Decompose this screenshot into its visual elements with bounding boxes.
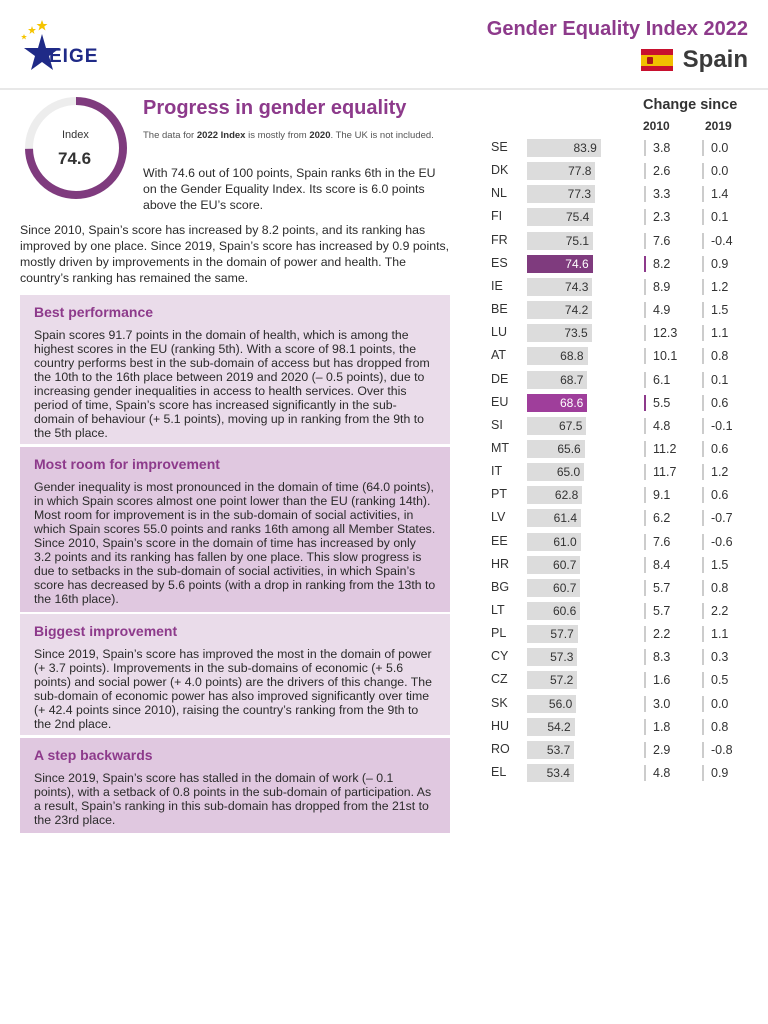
change-since-2019: 0.0 (702, 140, 728, 156)
change-since-2010: 6.2 (644, 510, 670, 526)
change-since-2010: 5.7 (644, 580, 670, 596)
score-value: 53.4 (546, 766, 570, 781)
country-code: DE (491, 371, 509, 386)
country-code: DK (491, 163, 509, 178)
change-since-2010: 4.8 (644, 418, 670, 434)
panel-most-room (20, 447, 450, 612)
bar-track (527, 232, 615, 250)
bar-track (527, 695, 615, 713)
change-since-2019: -0.1 (702, 418, 733, 434)
change-since-2010: 7.6 (644, 233, 670, 249)
ranking-row-fr (491, 232, 751, 250)
score-value: 60.7 (553, 580, 577, 595)
country-code: SI (491, 417, 503, 432)
ranking-row-eu (491, 394, 751, 412)
country-code: EU (491, 394, 509, 409)
logo-text: EIGE (49, 46, 99, 67)
change-since-2010: 3.0 (644, 696, 670, 712)
country-code: FR (491, 232, 508, 247)
change-since-2019: 0.0 (702, 696, 728, 712)
change-since-2019: 0.6 (702, 395, 728, 411)
country-code: HU (491, 718, 510, 733)
document-title: Gender Equality Index 2022 (486, 18, 748, 40)
score-value: 53.7 (546, 742, 571, 757)
change-since-title: Change since (643, 97, 738, 113)
change-since-2010: 5.5 (644, 395, 670, 411)
ranking-row-ro (491, 741, 751, 759)
panel-title: A step backwards (34, 747, 153, 763)
bar-track (527, 139, 615, 157)
bar-track (527, 278, 615, 296)
bar-track (527, 347, 615, 365)
panel-step-backwards (20, 738, 450, 833)
country-code: CZ (491, 672, 508, 687)
bar-track (527, 255, 615, 273)
bar-track (527, 556, 615, 574)
ranking-row-se (491, 139, 751, 157)
panel-text: Spain scores 91.7 points in the domain of health, which is among the highest scores in the EU (ranking 5th). With a score of 98.1 points, the country performs best in the sub-domain of access but has dropped from the 10th to the 16th place between 2019 and 2020 (– 0.5 points), due to increasing gender inequalities in access to health services. Over this period of time, Spain’s score has increased significantly in the sub-domain of behaviour (+ 5.1 points), moving up in ranking from the 9th to the 5th place. (34, 328, 430, 440)
score-value: 68.7 (560, 372, 584, 387)
ranking-row-lv (491, 509, 751, 527)
logo-star-small-3 (21, 34, 27, 40)
change-since-2010: 10.1 (644, 348, 677, 364)
score-value: 57.3 (550, 650, 574, 665)
score-value: 65.6 (557, 441, 581, 456)
country-code: HR (491, 556, 510, 571)
country-code: BE (491, 302, 508, 317)
ranking-row-mt (491, 440, 751, 458)
change-since-2019: -0.7 (702, 510, 733, 526)
change-since-2019: 0.3 (702, 649, 728, 665)
change-since-2010: 8.4 (644, 557, 670, 573)
change-since-2019: 1.5 (702, 302, 728, 318)
change-since-2010: 4.8 (644, 765, 670, 781)
country-code: ES (491, 255, 508, 270)
score-value: 73.5 (564, 326, 588, 341)
bar-track (527, 625, 615, 643)
country-code: LV (491, 510, 506, 525)
change-since-2019: 0.6 (702, 441, 728, 457)
bar-track (527, 533, 615, 551)
change-since-2019: -0.4 (702, 233, 733, 249)
change-since-2019: 1.2 (702, 279, 728, 295)
bar-track (527, 162, 615, 180)
change-since-2019: 1.5 (702, 557, 728, 573)
country-code: IT (491, 464, 503, 479)
data-note: The data for 2022 Index is mostly from 2020. The UK is not included. (143, 130, 434, 141)
score-value: 83.9 (573, 141, 597, 155)
bar-track (527, 602, 615, 620)
score-value: 56.0 (548, 696, 573, 711)
logo-star-small-2 (28, 26, 36, 34)
bar-track (527, 486, 615, 504)
change-since-2010: 11.2 (644, 441, 676, 457)
score-value: 60.6 (552, 604, 577, 618)
change-since-2019: 0.1 (702, 209, 728, 225)
change-since-2010: 3.3 (644, 186, 670, 202)
ranking-row-sk (491, 695, 751, 713)
change-since-2010: 12.3 (644, 325, 677, 341)
country-code: SK (491, 695, 508, 710)
panel-best-performance (20, 295, 450, 444)
panel-biggest-improvement (20, 614, 450, 735)
bar-track (527, 463, 615, 481)
change-since-2019: -0.6 (702, 534, 733, 550)
spain-flag-icon (641, 49, 673, 71)
country-code: EE (491, 533, 508, 548)
change-since-2010: 4.9 (644, 302, 670, 318)
bar-track (527, 741, 615, 759)
ranking-row-ee (491, 533, 751, 551)
ranking-row-dk (491, 162, 751, 180)
ranking-row-be (491, 301, 751, 319)
bar-track (527, 394, 615, 412)
change-since-2010: 9.1 (644, 487, 670, 503)
change-since-2010: 3.8 (644, 140, 670, 156)
score-value: 77.3 (567, 187, 592, 202)
score-value: 74.3 (565, 279, 589, 294)
score-value: 77.8 (568, 164, 592, 179)
ranking-row-fi (491, 208, 751, 226)
bar-track (527, 718, 615, 736)
score-value: 65.0 (556, 465, 581, 480)
bar-track (527, 671, 615, 689)
country-code: LT (491, 603, 505, 617)
score-value: 57.7 (550, 627, 574, 642)
change-since-2019: 2.2 (702, 603, 728, 619)
score-value: 75.1 (565, 233, 590, 248)
ranking-row-it (491, 463, 751, 481)
country-code: NL (491, 186, 507, 201)
bar-track (527, 324, 615, 342)
gauge-label: Index (62, 129, 89, 141)
change-since-2010: 2.9 (644, 742, 670, 758)
ranking-row-cz (491, 671, 751, 689)
change-since-2010: 11.7 (644, 464, 676, 480)
change-since-2010: 8.2 (644, 256, 670, 272)
change-since-2019: 0.6 (702, 487, 728, 503)
change-since-2010: 5.7 (644, 603, 670, 619)
score-value: 60.7 (553, 557, 577, 572)
bar-track (527, 185, 615, 203)
change-since-2010: 2.6 (644, 163, 670, 179)
score-value: 62.8 (554, 488, 579, 503)
change-since-2010: 6.1 (644, 372, 670, 388)
ranking-row-cy (491, 648, 751, 666)
change-since-2019: 1.2 (702, 464, 728, 480)
bar-track (527, 371, 615, 389)
change-since-2019: -0.8 (702, 742, 733, 758)
change-since-2010: 1.6 (644, 672, 670, 688)
bar-track (527, 648, 615, 666)
change-since-2019: 0.0 (702, 163, 728, 179)
ranking-row-el (491, 764, 751, 782)
country-code: PL (491, 626, 507, 641)
change-since-2010: 8.3 (644, 649, 670, 665)
score-value: 67.5 (559, 418, 583, 433)
country-code: RO (491, 741, 510, 756)
score-value: 61.0 (553, 534, 577, 549)
ranking-row-si (491, 417, 751, 435)
country-code: LU (491, 325, 507, 340)
score-value: 54.2 (547, 719, 571, 734)
ranking-row-bg (491, 579, 751, 597)
ranking-row-pt (491, 486, 751, 504)
ranking-row-hu (491, 718, 751, 736)
panel-title: Most room for improvement (34, 456, 220, 472)
country-code: CY (491, 649, 509, 664)
bar-track (527, 764, 615, 782)
change-since-2019: 0.1 (702, 372, 728, 388)
ranking-row-lt (491, 602, 751, 620)
score-value: 61.4 (553, 511, 578, 526)
ranking-row-hr (491, 556, 751, 574)
country-heading (641, 46, 748, 74)
change-since-2019: 0.8 (702, 719, 728, 735)
change-since-2019: 1.1 (702, 325, 728, 341)
bar-track (527, 440, 615, 458)
panel-title: Best performance (34, 304, 154, 320)
ranking-row-at (491, 347, 751, 365)
ranking-row-de (491, 371, 751, 389)
ranking-row-nl (491, 185, 751, 203)
change-since-2019: 0.8 (702, 348, 728, 364)
country-code: FI (491, 209, 503, 224)
score-value: 68.6 (560, 395, 584, 410)
country-name: Spain (682, 46, 748, 73)
panel-text: Since 2019, Spain’s score has improved the most in the domain of power (+ 3.7 points). Improvements in the sub-domains of economic (+ 5.6 points) and social power (+ 4.0 points) are the drivers of this change. The sub-domain of economic power has also improved significantly over time (+ 42.4 points since 2010), raising the country’s ranking from the 9th to the 2nd place. (34, 647, 432, 731)
country-code: SE (491, 140, 508, 154)
ranking-row-pl (491, 625, 751, 643)
change-since-2019: 0.9 (702, 256, 728, 272)
change-since-2019: 0.8 (702, 580, 728, 596)
score-value: 57.2 (549, 673, 574, 688)
country-code: BG (491, 579, 510, 594)
index-gauge (20, 96, 132, 200)
header-divider (0, 88, 768, 90)
panel-text: Gender inequality is most pronounced in the domain of time (64.0 points), in which Spain scores almost one point lower than the EU (ranking 14th). Most room for improvement is in the sub-domain of social activities, in which Spain scores 55.0 points and ranks 16th among all Member States. Since 2010, Spain’s score in the domain of time has increased by only 3.2 points and its ranking has fallen by one place. This slow progress is due to setbacks in the sub-domain of social activities, in which Spain’s score has decreased by 5.6 points (with a drop in ranking from the 13th to the 16th place). (34, 480, 436, 606)
bar-track (527, 208, 615, 226)
intro-paragraph-2: Since 2010, Spain’s score has increased by 8.2 points, and its ranking has improved by one place. Since 2019, Spain’s score has increased by 0.9 points, mostly driven by improvements in the domain of power and health. The country’s ranking has remained the same. (20, 223, 450, 285)
change-since-2010: 8.9 (644, 279, 670, 295)
ranking-row-lu (491, 324, 751, 342)
change-since-2019: 1.1 (702, 626, 728, 642)
country-code: MT (491, 440, 510, 455)
year-2019-header: 2019 (705, 119, 732, 133)
change-since-2019: 0.9 (702, 765, 728, 781)
intro-paragraph-1: With 74.6 out of 100 points, Spain ranks 6th in the EU on the Gender Equality Index. Its score is 6.0 points above the EU’s score. (143, 166, 436, 212)
change-since-2010: 7.6 (644, 534, 670, 550)
bar-track (527, 301, 615, 319)
year-2010-header: 2010 (643, 119, 670, 133)
country-code: IE (491, 278, 503, 293)
progress-title: Progress in gender equality (143, 97, 407, 119)
panel-title: Biggest improvement (34, 623, 178, 639)
score-value: 75.4 (565, 210, 590, 225)
ranking-row-ie (491, 278, 751, 296)
change-since-2019: 1.4 (702, 186, 728, 202)
country-code: PT (491, 487, 507, 502)
bar-track (527, 417, 615, 435)
bar-track (527, 509, 615, 527)
change-since-2019: 0.5 (702, 672, 728, 688)
score-value: 74.2 (564, 303, 589, 318)
panel-text: Since 2019, Spain’s score has stalled in the domain of work (– 0.1 points), with a setback of 0.8 points in the sub-domain of participation. As a result, Spain’s ranking in this sub-domain has dropped from the 21st to the 23rd place. (34, 771, 432, 827)
change-since-2010: 2.2 (644, 626, 670, 642)
score-value: 68.8 (560, 349, 584, 364)
country-code: EL (491, 765, 507, 780)
change-since-2010: 1.8 (644, 719, 670, 735)
score-value: 74.6 (565, 256, 589, 271)
ranking-row-es (491, 255, 751, 273)
logo-star-small-1 (37, 20, 48, 31)
country-code: AT (491, 348, 507, 363)
gauge-value: 74.6 (58, 149, 92, 168)
bar-track (527, 579, 615, 597)
change-since-2010: 2.3 (644, 209, 670, 225)
